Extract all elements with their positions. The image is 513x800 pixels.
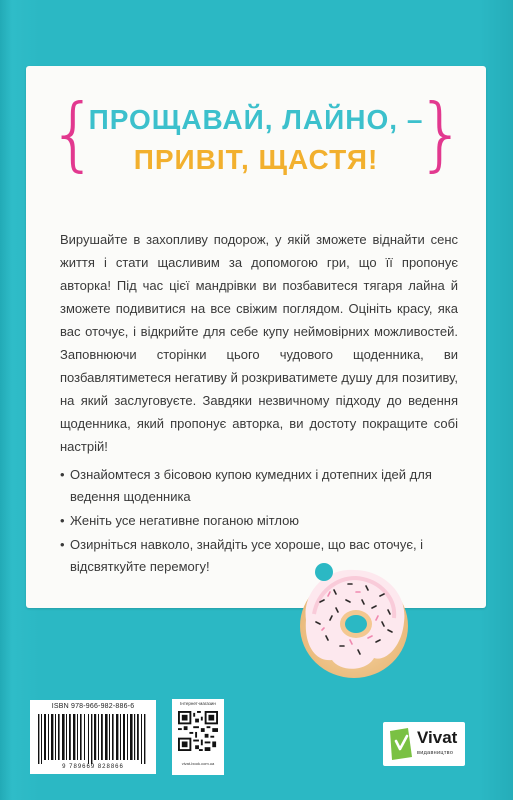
- isbn-text: ISBN 978-966-982-886-6: [51, 703, 135, 710]
- title-line-2: ПРИВІТ, ЩАСТЯ!: [133, 144, 379, 175]
- publisher-name: Vivat: [417, 728, 458, 747]
- bullet-marker: •: [60, 537, 65, 552]
- right-brace: }: [416, 87, 467, 180]
- bullet-marker: •: [60, 513, 65, 528]
- title-line-1: ПРОЩАВАЙ, ЛАЙНО, –: [88, 104, 424, 135]
- isbn-barcode-block: [30, 700, 156, 774]
- content-panel: [26, 66, 486, 608]
- qr-label: Інтернет-магазин: [180, 701, 216, 706]
- description-paragraph: Вирушайте в захопливу подорож, у якій зможете віднайти сенс життя і стати щасливим за допомогою гри, що її пропонує авторка! Під час цієї мандрівки ви позбавитеся тягаря лайна й зможете подивитися на все свіжим поглядом. Оцініть красу, яка вас оточує, і відкрийте для себе купу неймовірних можливостей. Заповнюючи сторінки цього чудового щоденника, ви позбавлятиметеся негативу й розкриватимете душу для позитиву, на який заслуговуєте. Завдяки незвичному підходу до ведення щоденника, який пропонує авторка, ви достоту покращите собі настрій!: [60, 232, 458, 454]
- list-item: [60, 510, 458, 532]
- title-block: [26, 87, 486, 190]
- publisher-logo: [383, 722, 465, 766]
- vivat-logo-icon: [388, 727, 414, 761]
- list-item-text: Озирніться навколо, знайдіть усе хороше, що вас оточує, і відсвяткуйте перемогу!: [70, 537, 424, 574]
- donut-illustration-icon: [296, 562, 412, 682]
- qr-code-icon: [178, 711, 218, 751]
- barcode-icon: [36, 714, 150, 764]
- qr-code-block: [172, 699, 224, 775]
- publisher-subtitle: видавництво: [417, 750, 454, 756]
- left-brace: {: [48, 87, 99, 180]
- list-item-text: Женіть усе негативне поганою мітлою: [70, 513, 300, 528]
- qr-url: vivat-book.com.ua: [181, 761, 215, 766]
- barcode-digits: 9 789669 828866: [62, 764, 124, 770]
- bullet-marker: •: [60, 467, 65, 482]
- list-item-text: Ознайомтеся з бісовою купою кумедних і дотепних ідей для ведення щоденника: [70, 467, 432, 504]
- list-item: [60, 464, 458, 508]
